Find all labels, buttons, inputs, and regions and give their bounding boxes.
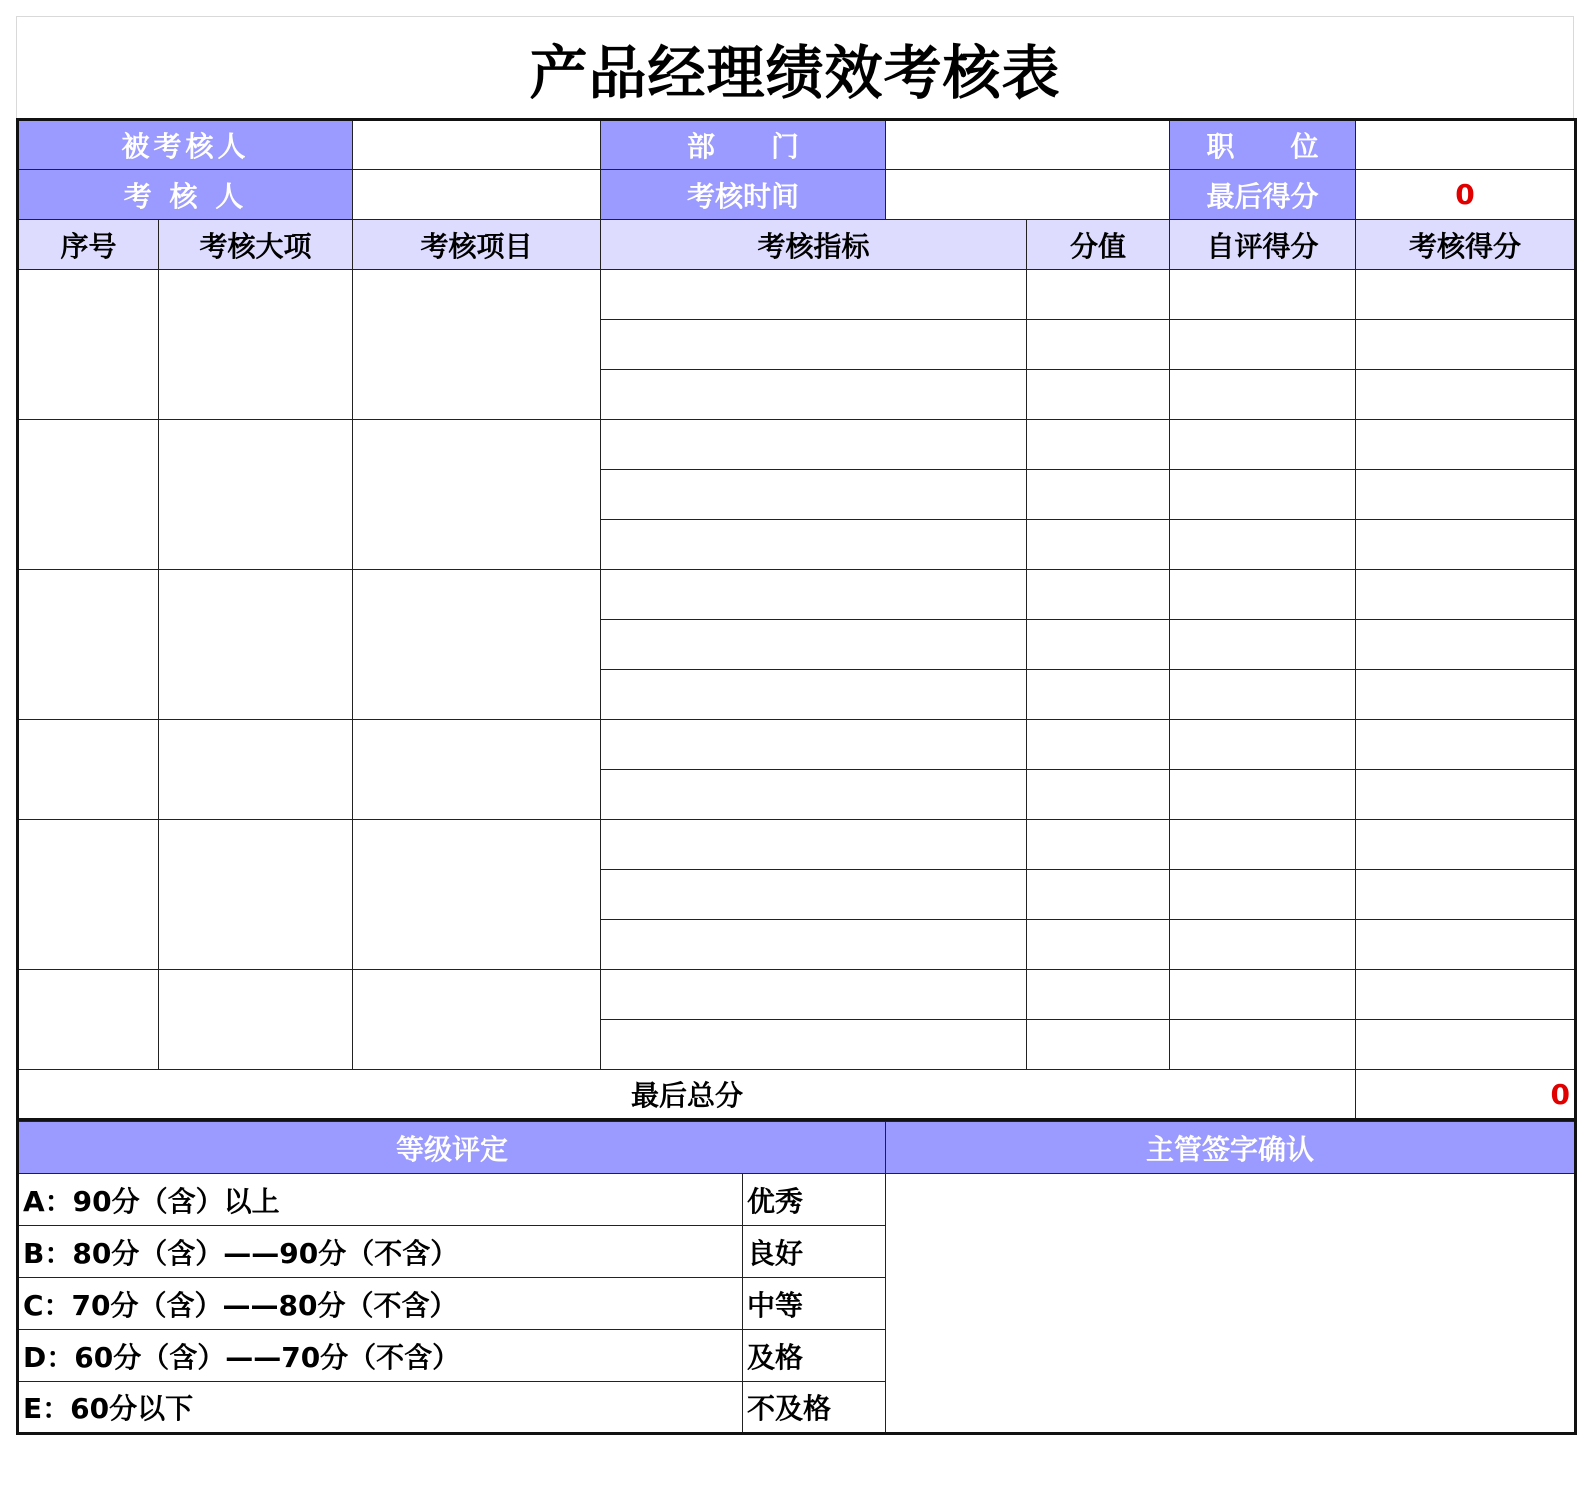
column-header-assessed-score: 考核得分 [1356,220,1576,270]
indicator-cell[interactable] [601,520,1027,570]
assessed-score-cell[interactable] [1356,420,1576,470]
assessor-label: 考 核 人 [18,170,353,220]
assessed-score-cell[interactable] [1356,320,1576,370]
indicator-cell[interactable] [601,870,1027,920]
self-score-cell[interactable] [1170,920,1356,970]
supervisor-signature-area[interactable] [886,1174,1576,1434]
self-score-cell[interactable] [1170,670,1356,720]
assessed-score-cell[interactable] [1356,970,1576,1020]
assessed-score-cell[interactable] [1356,270,1576,320]
serial-cell[interactable] [18,720,159,820]
grade-label-b: 良好 [743,1226,886,1278]
indicator-cell[interactable] [601,820,1027,870]
assessed-score-cell[interactable] [1356,920,1576,970]
column-header-self-score: 自评得分 [1170,220,1356,270]
assessee-label: 被考核人 [18,120,353,170]
indicator-cell[interactable] [601,770,1027,820]
assessed-score-cell[interactable] [1356,720,1576,770]
grade-label-a: 优秀 [743,1174,886,1226]
indicator-cell[interactable] [601,370,1027,420]
indicator-cell[interactable] [601,320,1027,370]
serial-cell[interactable] [18,820,159,970]
points-cell[interactable] [1027,820,1170,870]
indicator-cell[interactable] [601,670,1027,720]
self-score-cell[interactable] [1170,970,1356,1020]
grade-range-a: A：90分（含）以上 [18,1174,743,1226]
grade-label-d: 及格 [743,1330,886,1382]
points-cell[interactable] [1027,570,1170,620]
self-score-cell[interactable] [1170,420,1356,470]
category-cell[interactable] [159,970,353,1070]
grade-range-d: D：60分（含）——70分（不含） [18,1330,743,1382]
points-cell[interactable] [1027,870,1170,920]
serial-cell[interactable] [18,270,159,420]
self-score-cell[interactable] [1170,570,1356,620]
points-cell[interactable] [1027,720,1170,770]
item-cell[interactable] [353,570,601,720]
category-cell[interactable] [159,820,353,970]
grade-range-c: C：70分（含）——80分（不含） [18,1278,743,1330]
self-score-cell[interactable] [1170,370,1356,420]
assessment-time-label: 考核时间 [601,170,886,220]
position-value-cell[interactable] [1356,120,1576,170]
indicator-cell[interactable] [601,720,1027,770]
final-score-label: 最后得分 [1170,170,1356,220]
indicator-cell[interactable] [601,270,1027,320]
points-cell[interactable] [1027,970,1170,1020]
points-cell[interactable] [1027,920,1170,970]
category-cell[interactable] [159,270,353,420]
grade-range-e: E：60分以下 [18,1382,743,1434]
assessed-score-cell[interactable] [1356,870,1576,920]
indicator-cell[interactable] [601,970,1027,1020]
self-score-cell[interactable] [1170,720,1356,770]
indicator-cell[interactable] [601,570,1027,620]
assessed-score-cell[interactable] [1356,570,1576,620]
assessed-score-cell[interactable] [1356,770,1576,820]
points-cell[interactable] [1027,420,1170,470]
self-score-cell[interactable] [1170,820,1356,870]
points-cell[interactable] [1027,670,1170,720]
points-cell[interactable] [1027,620,1170,670]
assessed-score-cell[interactable] [1356,370,1576,420]
grade-range-b: B：80分（含）——90分（不含） [18,1226,743,1278]
serial-cell[interactable] [18,570,159,720]
assessed-score-cell[interactable] [1356,620,1576,670]
assessed-score-cell[interactable] [1356,1020,1576,1070]
indicator-cell[interactable] [601,620,1027,670]
indicator-cell[interactable] [601,470,1027,520]
assessor-value-cell[interactable] [353,170,601,220]
category-cell[interactable] [159,420,353,570]
points-cell[interactable] [1027,770,1170,820]
assessee-value-cell[interactable] [353,120,601,170]
assessed-score-cell[interactable] [1356,470,1576,520]
item-cell[interactable] [353,720,601,820]
self-score-cell[interactable] [1170,320,1356,370]
category-cell[interactable] [159,720,353,820]
indicator-cell[interactable] [601,420,1027,470]
serial-cell[interactable] [18,420,159,570]
department-label: 部 门 [601,120,886,170]
points-cell[interactable] [1027,520,1170,570]
column-header-serial: 序号 [18,220,159,270]
grading-header: 等级评定 [18,1122,886,1174]
position-label: 职 位 [1170,120,1356,170]
grade-label-e: 不及格 [743,1382,886,1434]
assessment-time-value-cell[interactable] [886,170,1170,220]
item-cell[interactable] [353,820,601,970]
points-cell[interactable] [1027,370,1170,420]
final-score-value[interactable]: 0 [1356,170,1576,220]
total-score-value[interactable]: 0 [1356,1070,1576,1120]
indicator-cell[interactable] [601,1020,1027,1070]
grade-label-c: 中等 [743,1278,886,1330]
total-score-label: 最后总分 [18,1070,1356,1120]
sheet-title: 产品经理绩效考核表 [16,16,1574,118]
column-header-indicator: 考核指标 [601,220,1027,270]
self-score-cell[interactable] [1170,770,1356,820]
item-cell[interactable] [353,420,601,570]
self-score-cell[interactable] [1170,520,1356,570]
assessment-sheet [16,16,1574,1480]
points-cell[interactable] [1027,1020,1170,1070]
indicator-cell[interactable] [601,920,1027,970]
column-header-points: 分值 [1027,220,1170,270]
item-cell[interactable] [353,270,601,420]
points-cell[interactable] [1027,320,1170,370]
assessment-table [16,118,1577,1121]
self-score-cell[interactable] [1170,870,1356,920]
item-cell[interactable] [353,970,601,1070]
points-cell[interactable] [1027,270,1170,320]
grading-table [16,1121,1577,1435]
assessed-score-cell[interactable] [1356,670,1576,720]
self-score-cell[interactable] [1170,620,1356,670]
points-cell[interactable] [1027,470,1170,520]
column-header-category: 考核大项 [159,220,353,270]
assessed-score-cell[interactable] [1356,520,1576,570]
assessed-score-cell[interactable] [1356,820,1576,870]
column-header-item: 考核项目 [353,220,601,270]
self-score-cell[interactable] [1170,470,1356,520]
serial-cell[interactable] [18,970,159,1070]
signature-header: 主管签字确认 [886,1122,1576,1174]
self-score-cell[interactable] [1170,1020,1356,1070]
self-score-cell[interactable] [1170,270,1356,320]
category-cell[interactable] [159,570,353,720]
department-value-cell[interactable] [886,120,1170,170]
